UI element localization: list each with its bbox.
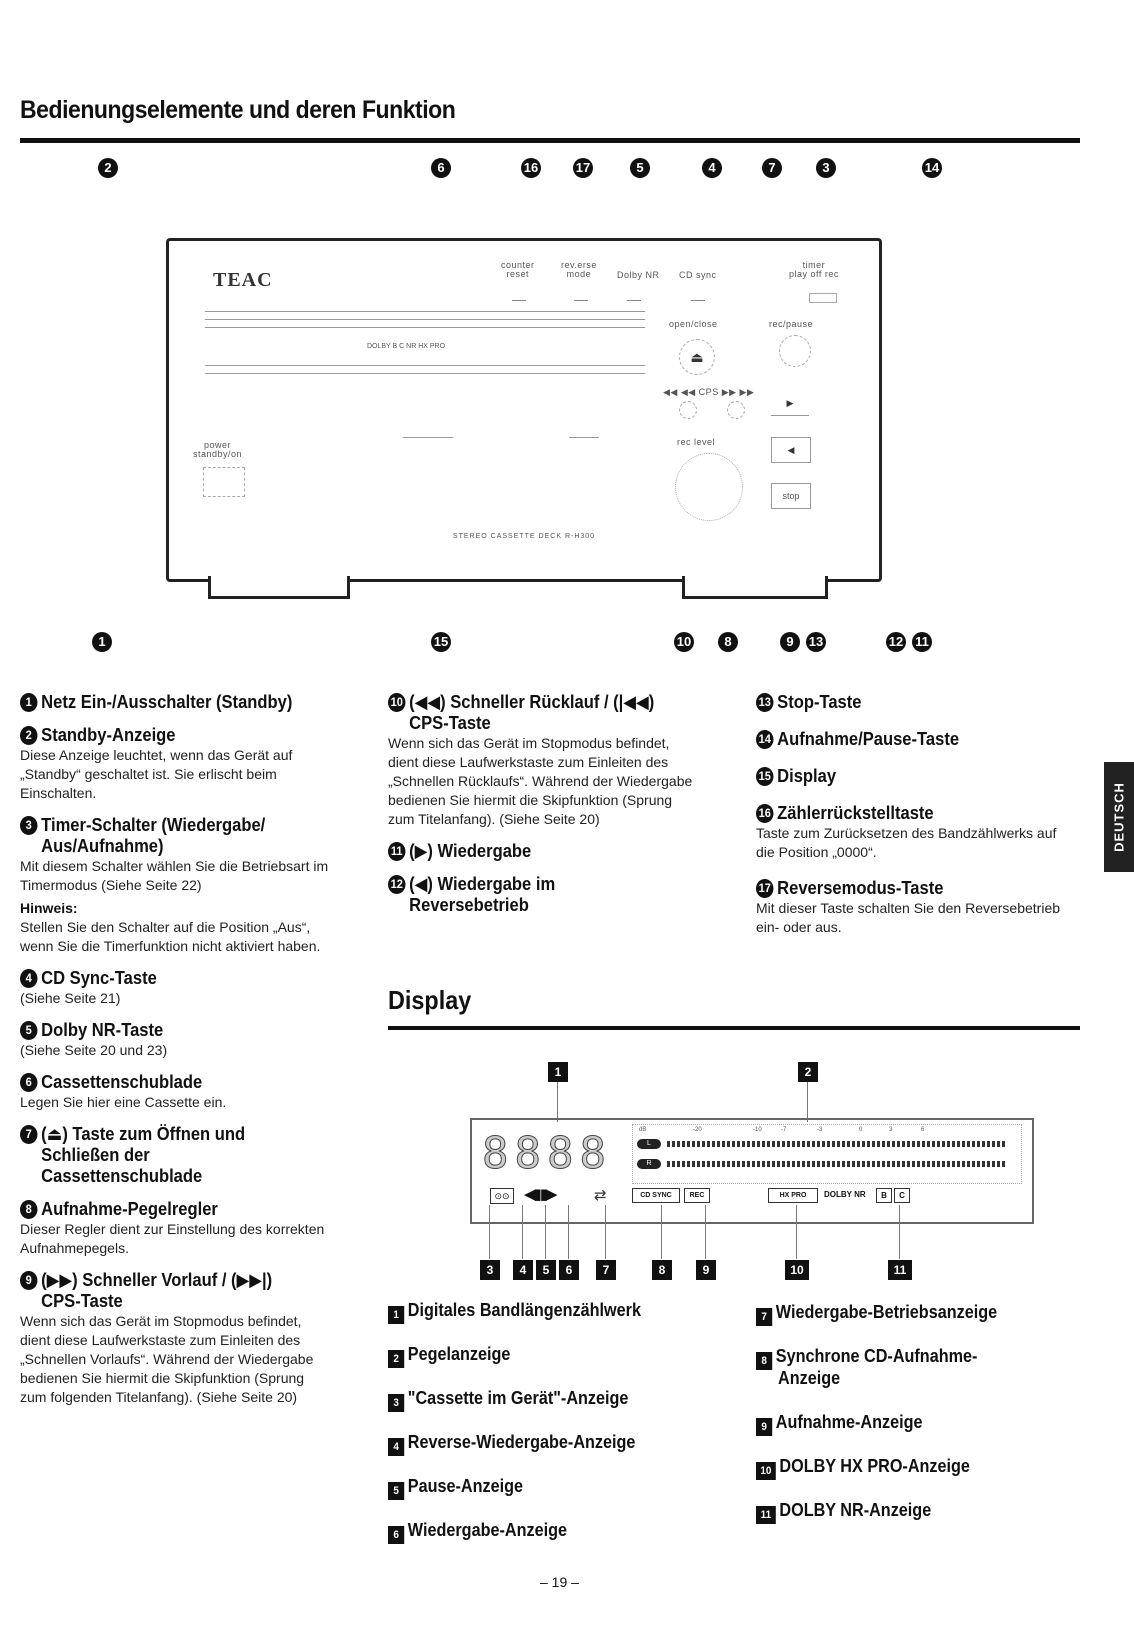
- cassette-deck-illustration: [166, 238, 882, 582]
- brand-logo: TEAC: [213, 269, 273, 291]
- callout-top: 14: [922, 158, 942, 178]
- timer-label: timer play off rec: [789, 260, 839, 279]
- display-callout-bottom: 5: [536, 1260, 556, 1280]
- control-item-9: [20, 1270, 330, 1407]
- callout-top: 5: [630, 158, 650, 178]
- item-body: Wenn sich das Gerät im Stopmodus befindet, dient diese Laufwerkstaste zum Einleiten des „Schnellen Rücklaufs“. Während der Wiedergabe bedienen Sie hiermit die Skipfunktion (Sprung zum Titelanfang). (Siehe Seite 20): [388, 735, 693, 827]
- meter-scale-label: dB: [639, 1127, 647, 1133]
- display-heading: Display: [388, 985, 472, 1015]
- item-body: Diese Anzeige leuchtet, wenn das Gerät auf „Standby“ geschaltet ist. Sie erlischt beim Einschalten.: [20, 747, 293, 801]
- display-item-6: 6 Wiedergabe-Anzeige: [388, 1520, 567, 1544]
- page-number: – 19 –: [540, 1574, 579, 1590]
- dolby-b-indicator: B: [876, 1188, 892, 1203]
- control-item-15: [756, 766, 1066, 787]
- callout-bottom: 12: [886, 632, 906, 652]
- controls-column-3: [756, 692, 1066, 949]
- control-item-4: [20, 968, 330, 1008]
- item-number: 12: [388, 875, 405, 894]
- item-title: Aufnahme-Pegelregler: [41, 1199, 218, 1219]
- display-callout-bottom: 7: [596, 1260, 616, 1280]
- item-title: Aufnahme/Pause-Taste: [777, 729, 960, 749]
- control-item-10: [388, 692, 700, 829]
- item-number: 8: [20, 1200, 37, 1219]
- item-body: Legen Sie hier eine Cassette ein.: [20, 1094, 227, 1110]
- dolby-c-indicator: C: [894, 1188, 910, 1203]
- item-title: Reversemodus-Taste: [777, 878, 944, 898]
- item-title: Dolby NR-Taste: [41, 1020, 164, 1040]
- callout-bottom: 10: [674, 632, 694, 652]
- channel-l: L: [637, 1139, 661, 1149]
- cps-label: ◀◀ ◀◀ CPS ▶▶ ▶▶: [663, 387, 755, 397]
- cd-sync-indicator: CD SYNC: [632, 1188, 680, 1203]
- device-foot-left: [208, 576, 350, 599]
- control-item-17: [756, 878, 1066, 937]
- model-name: STEREO CASSETTE DECK R-H300: [452, 533, 596, 540]
- item-title-cont: Reversebetrieb: [409, 895, 529, 915]
- control-item-12: [388, 874, 700, 916]
- meter-bar-r: [667, 1161, 1007, 1167]
- item-body: (Siehe Seite 20 und 23): [20, 1042, 168, 1058]
- channel-r: R: [637, 1159, 661, 1169]
- item-body: Mit dieser Taste schalten Sie den Reversebetrieb ein- oder aus.: [756, 900, 1061, 935]
- control-item-7: [20, 1124, 330, 1187]
- item-number: 2: [20, 726, 37, 745]
- meter-bar-l: [667, 1141, 1007, 1147]
- tape-counter: 8888: [482, 1128, 612, 1179]
- item-number: 5: [20, 1021, 37, 1040]
- cassette-icon: ⊙⊙: [490, 1188, 514, 1204]
- callout-top: 17: [573, 158, 593, 178]
- reverse-mode-label: rev.erse mode: [561, 260, 597, 279]
- callout-top: 4: [702, 158, 722, 178]
- rec-level-label: rec level: [677, 437, 716, 447]
- display-callout-bottom: 9: [696, 1260, 716, 1280]
- display-item-4: 4 Reverse-Wiedergabe-Anzeige: [388, 1432, 635, 1456]
- item-number: 6: [20, 1073, 37, 1092]
- rec-indicator: REC: [684, 1188, 710, 1203]
- heading-rule: [20, 138, 1080, 143]
- stop-button[interactable]: stop: [771, 483, 811, 509]
- item-body: Taste zum Zurücksetzen des Bandzählwerks auf die Position „0000“.: [756, 825, 1057, 860]
- item-title: Netz Ein-/Ausschalter (Standby): [41, 692, 293, 712]
- display-callout-bottom: 10: [785, 1260, 809, 1280]
- display-item-11: 11 DOLBY NR-Anzeige: [756, 1500, 931, 1524]
- item-number: 16: [756, 804, 773, 823]
- display-callout-top: 2: [798, 1062, 818, 1082]
- item-title: (◀◀) Schneller Rücklauf / (|◀◀): [409, 692, 655, 712]
- display-item-10: 10 DOLBY HX PRO-Anzeige: [756, 1456, 970, 1480]
- item-title-cont: CPS-Taste: [41, 1291, 123, 1311]
- item-title: CD Sync-Taste: [41, 968, 157, 988]
- item-number: 9: [20, 1271, 37, 1290]
- display-item-1: 1 Digitales Bandlängenzählwerk: [388, 1300, 641, 1324]
- item-number: 15: [756, 767, 773, 786]
- item-title: Standby-Anzeige: [41, 725, 176, 745]
- item-body: Mit diesem Schalter wählen Sie die Betriebsart im Timermodus (Siehe Seite 22): [20, 858, 329, 893]
- rewind-button[interactable]: [679, 401, 697, 419]
- fast-forward-button[interactable]: [727, 401, 745, 419]
- control-item-13: [756, 692, 1066, 713]
- display-item-3: 3 "Cassette im Gerät"-Anzeige: [388, 1388, 628, 1412]
- item-body: Dieser Regler dient zur Einstellung des korrekten Aufnahmepegels.: [20, 1221, 325, 1256]
- meter-scale-label: 6: [921, 1127, 925, 1133]
- item-title: Zählerrückstelltaste: [777, 803, 934, 823]
- item-title-cont: Aus/Aufnahme): [41, 836, 164, 856]
- control-item-2: [20, 725, 330, 803]
- callout-top: 3: [816, 158, 836, 178]
- item-body: (Siehe Seite 21): [20, 990, 121, 1006]
- meter-scale-label: -20: [693, 1127, 702, 1133]
- dolby-nr-indicator: DOLBY NR: [824, 1190, 866, 1199]
- display-callout-bottom: 6: [559, 1260, 579, 1280]
- device-foot-right: [682, 576, 828, 599]
- item-number: 11: [388, 842, 405, 861]
- dolby-nr-label: Dolby NR: [617, 270, 660, 280]
- language-tab: [1104, 762, 1134, 872]
- item-title: (▶▶) Schneller Vorlauf / (▶▶|): [41, 1270, 273, 1290]
- callout-top: 6: [431, 158, 451, 178]
- eject-button[interactable]: ⏏: [679, 339, 715, 375]
- power-button[interactable]: [203, 467, 245, 497]
- dolby-logo: DOLBY B C NR HX PRO: [367, 343, 446, 350]
- control-item-6: [20, 1072, 330, 1112]
- item-number: 7: [20, 1125, 37, 1144]
- callout-bottom: 11: [912, 632, 932, 652]
- counter-reset-label: counter reset: [501, 260, 535, 279]
- display-item-7: 7 Wiedergabe-Betriebsanzeige: [756, 1302, 997, 1326]
- meter-scale-label: -3: [817, 1127, 823, 1133]
- item-number: 4: [20, 969, 37, 988]
- item-number: 3: [20, 816, 37, 835]
- controls-column-1: [20, 692, 330, 1419]
- cd-sync-button[interactable]: [691, 296, 705, 301]
- item-title: (◀) Wiedergabe im: [409, 874, 556, 894]
- timer-switch[interactable]: [809, 293, 837, 303]
- play-button[interactable]: ▶: [771, 391, 809, 416]
- control-item-5: [20, 1020, 330, 1060]
- item-number: 14: [756, 730, 773, 749]
- rec-pause-button[interactable]: [779, 335, 811, 367]
- transport-indicators-icon: ◀▮▮▶: [524, 1186, 556, 1203]
- language-tab-label: DEUTSCH: [1111, 782, 1127, 852]
- callout-top: 7: [762, 158, 782, 178]
- control-item-11: [388, 841, 700, 862]
- item-body: Wenn sich das Gerät im Stopmodus befindet, dient diese Laufwerkstaste zum Einleiten des „Schnellen Vorlaufs“. Während der Wiedergabe bedienen Sie hiermit die Skipfunktion (Sprung zum folgenden Titelanfang). (Siehe Seite 20): [20, 1313, 314, 1405]
- item-number: 17: [756, 879, 773, 898]
- display-item-2: 2 Pegelanzeige: [388, 1344, 510, 1368]
- item-title-cont: CPS-Taste: [409, 713, 491, 733]
- item-title-cont: Schließen der: [41, 1145, 150, 1165]
- item-number: 1: [20, 693, 37, 712]
- power-label: power standby/on: [193, 440, 243, 459]
- control-item-3: [20, 815, 330, 956]
- display-callout-bottom: 3: [480, 1260, 500, 1280]
- item-title: Display: [777, 766, 837, 786]
- display-callout-top: 1: [548, 1062, 568, 1082]
- callout-bottom: 1: [92, 632, 112, 652]
- meter-scale-label: -7: [781, 1127, 787, 1133]
- display-rule: [388, 1026, 1080, 1030]
- item-title: (⏏) Taste zum Öffnen und: [41, 1124, 246, 1144]
- display-panel: [470, 1118, 1034, 1224]
- display-item-8: 8 Synchrone CD-Aufnahme-: [756, 1346, 977, 1370]
- item-title: Timer-Schalter (Wiedergabe/: [41, 815, 266, 835]
- display-window: [403, 411, 599, 511]
- item-number: 13: [756, 693, 773, 712]
- control-item-8: [20, 1199, 330, 1258]
- reverse-play-button[interactable]: ◀: [771, 437, 811, 463]
- reverse-mode-icon: ⇄: [594, 1187, 607, 1204]
- control-item-16: [756, 803, 1066, 862]
- display-callout-bottom: 4: [513, 1260, 533, 1280]
- open-close-label: open/close: [669, 319, 718, 329]
- callout-bottom: 15: [431, 632, 451, 652]
- callout-top: 16: [521, 158, 541, 178]
- item-title: Cassettenschublade: [41, 1072, 203, 1092]
- display-callout-bottom: 11: [888, 1260, 912, 1280]
- display-item-9: 9 Aufnahme-Anzeige: [756, 1412, 923, 1436]
- hx-pro-indicator: HX PRO: [768, 1188, 818, 1203]
- meter-scale-label: 0: [859, 1127, 863, 1133]
- callout-bottom: 13: [806, 632, 826, 652]
- page-heading: Bedienungselemente und deren Funktion: [20, 96, 456, 124]
- callout-bottom: 8: [718, 632, 738, 652]
- meter-scale-label: -10: [753, 1127, 762, 1133]
- display-callout-bottom: 8: [652, 1260, 672, 1280]
- note-body: Stellen Sie den Schalter auf die Position „Aus“, wenn Sie die Timerfunktion nicht aktiviert haben.: [20, 919, 321, 954]
- display-item-5: 5 Pause-Anzeige: [388, 1476, 523, 1500]
- meter-scale-label: 3: [889, 1127, 893, 1133]
- control-item-1: [20, 692, 330, 713]
- rec-level-knob[interactable]: [675, 453, 743, 521]
- cassette-tray[interactable]: [205, 301, 645, 391]
- cd-sync-label: CD sync: [679, 270, 717, 280]
- item-title: (▶) Wiedergabe: [409, 841, 532, 861]
- callout-bottom: 9: [780, 632, 800, 652]
- item-number: 10: [388, 693, 405, 712]
- control-item-14: [756, 729, 1066, 750]
- item-title: Stop-Taste: [777, 692, 862, 712]
- controls-column-2: [388, 692, 700, 928]
- level-meter: [632, 1124, 1022, 1184]
- rec-pause-label: rec/pause: [769, 319, 814, 329]
- display-item-8-cont: Anzeige: [778, 1368, 841, 1388]
- item-title-cont: Cassettenschublade: [41, 1166, 203, 1186]
- note-label: Hinweis:: [20, 900, 78, 916]
- callout-top: 2: [98, 158, 118, 178]
